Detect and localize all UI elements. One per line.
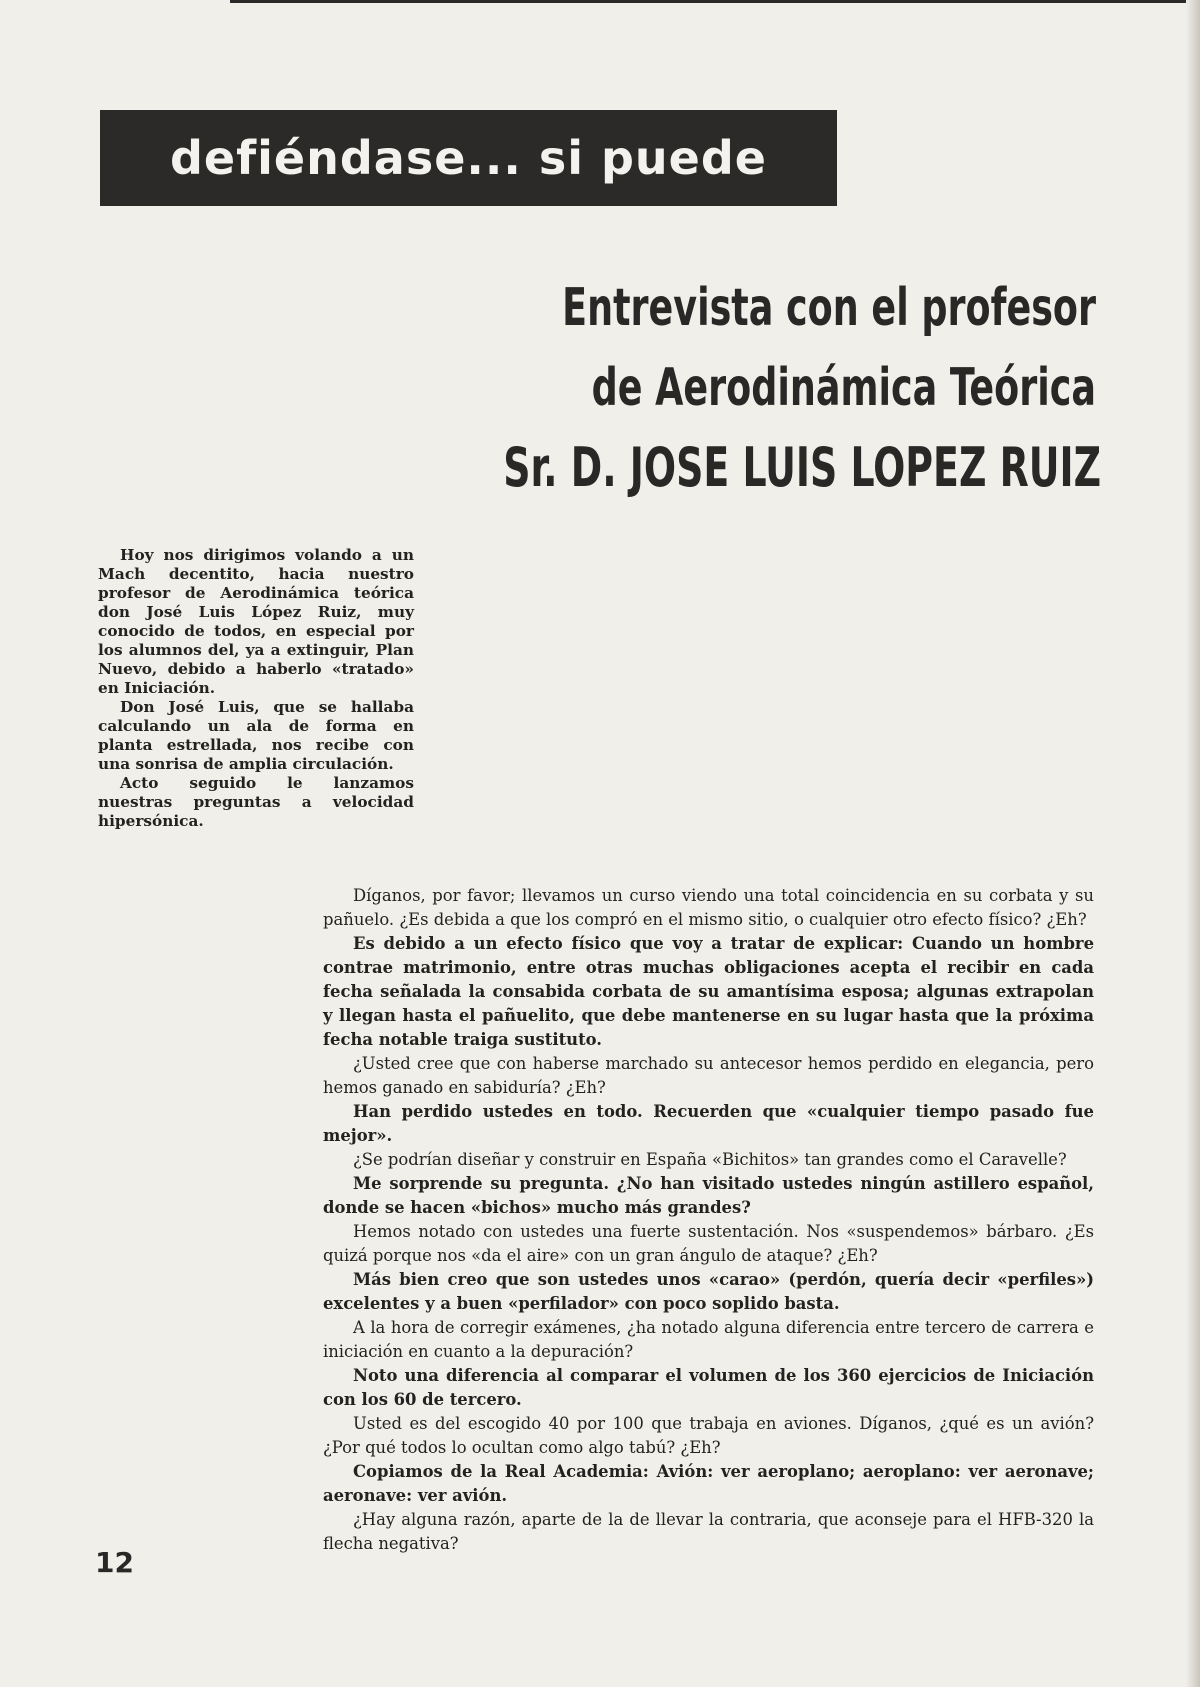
answer-paragraph: Copiamos de la Real Academia: Avión: ver aeroplano; aeroplano: ver aeronave; aeronave: ver avión. [323,1462,1094,1505]
answer-paragraph: Es debido a un efecto físico que voy a tratar de explicar: Cuando un hombre contrae matrimonio, entre otras muchas obligaciones acepta el recibir en cada fecha señalada la consabida corbata de su amantísima esposa; algunas extrapolan y llegan hasta el pañuelito, que debe mantenerse en su lugar hasta que la próxima fecha notable traiga sustituto. [323,934,1094,1049]
page-edge-shadow [1186,0,1200,1687]
question-paragraph: Díganos, por favor; llevamos un curso viendo una total coincidencia en su corbata y su pañuelo. ¿Es debida a que los compró en el mismo sitio, o cualquier otro efecto físico? ¿Eh? [323,886,1094,929]
answer-paragraph: Me sorprende su pregunta. ¿No han visitado ustedes ningún astillero español, donde se hacen «bichos» mucho más grandes? [323,1174,1094,1217]
section-banner: defiéndase... si puede [100,110,837,206]
intro-paragraph: Acto seguido le lanzamos nuestras preguntas a velocidad hipersónica. [98,774,414,830]
intro-column [98,546,414,831]
intro-paragraph: Hoy nos dirigimos volando a un Mach decentito, hacia nuestro profesor de Aerodinámica teórica don José Luis López Ruiz, muy conocido de todos, en especial por los alumnos del, ya a extinguir, Plan Nuevo, debido a haberlo «tratado» en Iniciación. [98,546,414,697]
intro-paragraph: Don José Luis, que se hallaba calculando un ala de forma en planta estrellada, nos recibe con una sonrisa de amplia circulación. [98,698,414,773]
question-paragraph: ¿Hay alguna razón, aparte de la de llevar la contraria, que aconseje para el HFB-320 la flecha negativa? [323,1510,1094,1553]
question-paragraph: A la hora de corregir exámenes, ¿ha notado alguna diferencia entre tercero de carrera e iniciación en cuanto a la depuración? [323,1318,1094,1361]
article-title [336,268,1102,508]
answer-paragraph: Han perdido ustedes en todo. Recuerden que «cualquier tiempo pasado fue mejor». [323,1102,1094,1145]
title-line-3: Sr. D. JOSE LUIS LOPEZ RUIZ [503,436,1102,499]
question-paragraph: Hemos notado con ustedes una fuerte sustentación. Nos «suspendemos» bárbaro. ¿Es quizá porque nos «da el aire» con un gran ángulo de ataque? ¿Eh? [323,1222,1094,1265]
question-paragraph: Usted es del escogido 40 por 100 que trabaja en aviones. Díganos, ¿qué es un avión? ¿Por qué todos lo ocultan como algo tabú? ¿Eh? [323,1414,1094,1457]
answer-paragraph: Noto una diferencia al comparar el volumen de los 360 ejercicios de Iniciación con los 60 de tercero. [323,1366,1094,1409]
interview-body [323,884,1094,1556]
title-line-1: Entrevista con el profesor [562,278,1096,338]
question-paragraph: ¿Se podrían diseñar y construir en España «Bichitos» tan grandes como el Caravelle? [353,1150,1067,1169]
page-number: 12 [95,1546,134,1579]
answer-paragraph: Más bien creo que son ustedes unos «carao» (perdón, quería decir «perfiles») excelentes y a buen «perfilador» con poco soplido basta. [323,1270,1094,1313]
top-rule [230,0,1200,3]
title-line-2: de Aerodinámica Teórica [591,358,1096,418]
question-paragraph: ¿Usted cree que con haberse marchado su antecesor hemos perdido en elegancia, pero hemos ganado en sabiduría? ¿Eh? [323,1054,1094,1097]
